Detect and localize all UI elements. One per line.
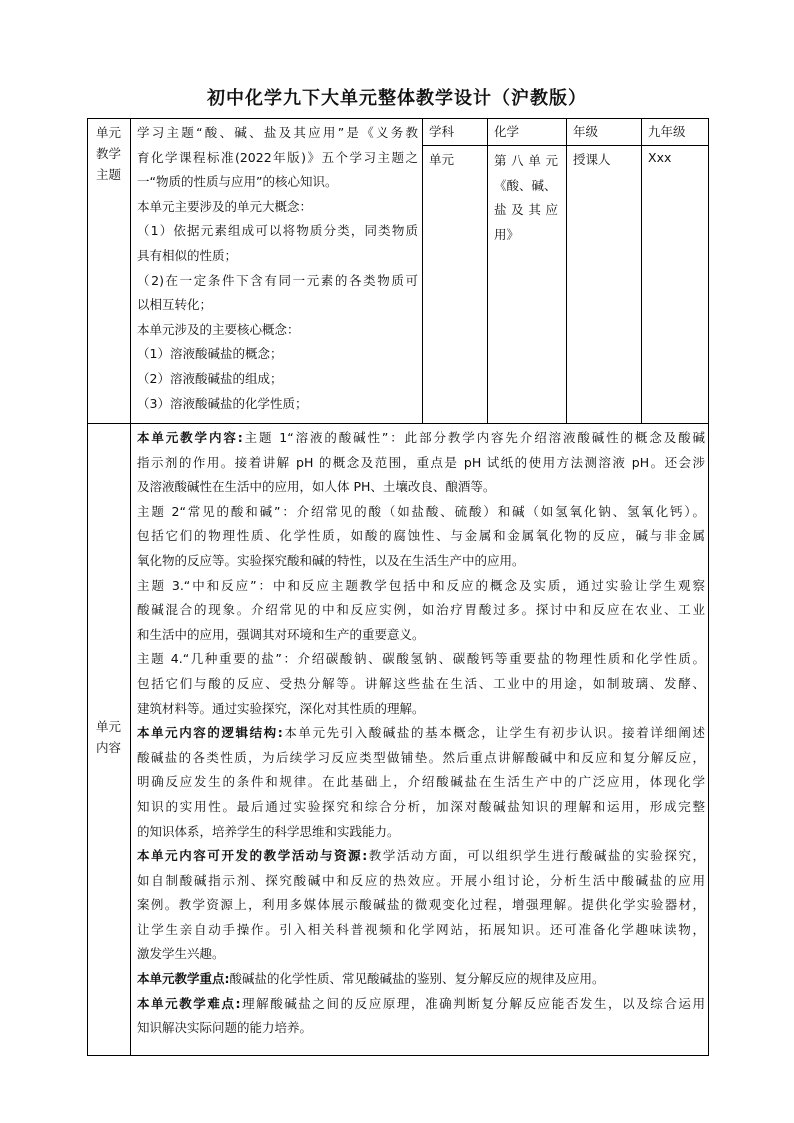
content-text: 包括它们的物理性质、化学性质，如酸的腐蚀性、与金属和金属氧化物的反应，碱与非金属 [137,528,705,544]
unit-value-line: 盐 及 其 应 [494,202,558,218]
content-text: 氧化物的反应等。实验探究酸和碱的特性，以及在生活生产中的应用。 [137,552,525,568]
content-line [137,697,705,722]
grade-value-cell [642,118,709,146]
theme-line: （3）溶液酸碱盐的化学性质； [137,395,308,411]
teacher-value: Xxx [648,150,672,165]
content-line [137,475,705,500]
label-line: 教学 [95,146,121,161]
content-line [137,426,705,451]
content-line [137,672,705,697]
content-line [137,549,705,574]
content-text: 让学生亲自动手操作。引入相关科普视频和化学网站，拓展知识。还可准备化学趣味读物， [137,921,705,937]
content-text: 的知识体系，培养学生的科学思维和实践能力。 [137,823,400,839]
subject-label: 学科 [429,124,455,139]
content-line [137,623,705,648]
content-text: 本单元先引入酸碱盐的基本概念，让学生有初步认识。接着详细阐述 [282,725,705,741]
content-line [137,967,705,992]
content-text: 知识的实用性。最后通过实验探究和综合分析，加深对酸碱盐知识的理解和运用，形成完整 [137,798,705,814]
content-line [137,746,705,771]
unit-label-cell [423,146,488,424]
grade-label-cell [567,118,642,146]
document-title: 初中化学九下大单元整体教学设计（沪教版） [207,88,587,109]
content-line [137,770,705,795]
content-text: 明确反应发生的条件和规律。在此基础上，介绍酸碱盐在生活生产中的广泛应用，体现化学 [137,774,705,790]
content-text: 知识解决实际问题的能力培养。 [137,1020,313,1036]
content-line [137,647,705,672]
content-text: 如自制酸碱指示剂、探究酸碱中和反应的热效应。开展小组讨论，分析生活中酸碱盐的应用 [137,872,705,888]
content-line [137,869,705,894]
content-text: 理解酸碱盐之间的反应原理，准确判断复分解反应能否发生，以及综合运用 [240,995,705,1011]
theme-line: 本单元涉及的主要核心概念： [137,321,300,337]
content-text: 酸碱盐的各类性质，为后续学习反应类型做铺垫。然后重点讲解酸碱中和反应和复分解反应， [137,749,705,765]
theme-line: （2)在一定条件下含有同一元素的各类物质可 [137,272,418,288]
content-text: 指示剂的作用。接着讲解 pH 的概念及范围，重点是 pH 试纸的使用方法测溶液 pH。还会涉 [137,454,705,470]
teacher-label-cell [567,146,642,424]
theme-line: （1）溶液酸碱盐的概念； [137,346,283,362]
theme-line: 育化学课程标准(2022年版)》五个学习主题之 [137,149,418,165]
grade-value: 九年级 [648,124,686,139]
content-text: 教学活动方面，可以组织学生进行酸碱盐的实验探究， [367,848,705,864]
unit-label: 单元 [429,152,455,167]
teacher-value-cell [642,146,709,424]
content-line [137,500,705,525]
theme-line: 学习主题“酸、碱、盐及其应用”是《义务教 [137,125,418,140]
section-heading: 本单元教学重点: [137,971,230,987]
label-line: 内容 [95,740,121,755]
theme-line: （1）依据元素组成可以将物质分类，同类物质 [137,223,418,239]
content-text: 及溶液酸碱性在生活中的应用，如人体 PH、土壤改良、酿酒等。 [137,479,496,495]
theme-line: 以相互转化； [137,297,213,313]
section-heading: 本单元教学难点: [137,995,241,1011]
content-line [137,918,705,943]
unit-theme-label-cell [87,118,131,424]
content-line [137,598,705,623]
unit-value-line: 第 八 单 元 [494,153,558,168]
subject-value-cell [488,118,567,146]
content-line [137,795,705,820]
lesson-design-table [87,118,709,1056]
grade-label: 年级 [573,124,599,139]
content-line [137,820,705,845]
content-text: 建筑材料等。通过实验探究，深化对其性质的理解。 [137,700,425,716]
content-line [137,942,705,967]
content-text: 酸碱盐的化学性质、常见酸碱盐的鉴别、复分解反应的规律及应用。 [229,971,605,987]
content-text: 主题 3.“中和反应”：中和反应主题教学包括中和反应的概念及实质，通过实验让学生观察 [137,577,705,593]
theme-line: （2）溶液酸碱盐的组成； [137,370,283,386]
content-text: 主题 4.“几种重要的盐”：介绍碳酸钠、碳酸氢钠、碳酸钙等重要盐的物理性质和化学性质。 [137,651,705,667]
content-text: 案例。教学资源上，利用多媒体展示酸碱盐的微观变化过程，增强理解。提供化学实验器材， [137,897,705,913]
content-line [137,524,705,549]
theme-line: 一“物质的性质与应用”的核心知识。 [137,174,338,190]
label-line: 单元 [95,719,121,734]
content-text: 和生活中的应用，强调其对环境和生产的重要意义。 [137,626,425,642]
theme-line: 本单元主要涉及的单元大概念： [137,198,313,214]
label-line: 主题 [95,167,121,182]
subject-label-cell [423,118,488,146]
content-text: 酸碱混合的现象。介绍常见的中和反应实例，如治疗胃酸过多。探讨中和反应在农业、工业 [137,602,705,618]
unit-value-line: 用》 [494,226,520,242]
section-heading: 本单元内容的逻辑结构: [137,725,283,741]
theme-line: 具有相似的性质； [137,247,238,263]
unit-value-cell [488,146,567,424]
unit-content-label-cell [87,424,131,1056]
unit-theme-content-cell [131,118,423,424]
unit-value-line: 《酸、碱、 [494,177,557,193]
content-line [137,1016,705,1041]
section-heading: 本单元教学内容: [137,430,243,445]
content-text: 主题 1“溶液的酸碱性”：此部分教学内容先介绍溶液酸碱性的概念及酸碱 [242,430,705,445]
label-line: 单元 [95,125,121,140]
subject-value: 化学 [494,124,520,139]
content-text: 激发学生兴趣。 [137,946,225,962]
content-line [137,844,705,869]
unit-content-cell [131,424,709,1056]
teacher-label: 授课人 [573,152,611,167]
content-text: 包括它们与酸的反应、受热分解等。讲解这些盐在生活、工业中的用途，如制玻璃、发酵、 [137,675,705,691]
content-line [137,893,705,918]
content-text: 主题 2“常见的酸和碱”：介绍常见的酸（如盐酸、硫酸）和碱（如氢氧化钠、氢氧化钙）。 [137,503,705,519]
content-line [137,574,705,599]
content-line [137,721,705,746]
content-line [137,992,705,1017]
content-line [137,451,705,476]
section-heading: 本单元内容可开发的教学活动与资源: [137,848,368,864]
